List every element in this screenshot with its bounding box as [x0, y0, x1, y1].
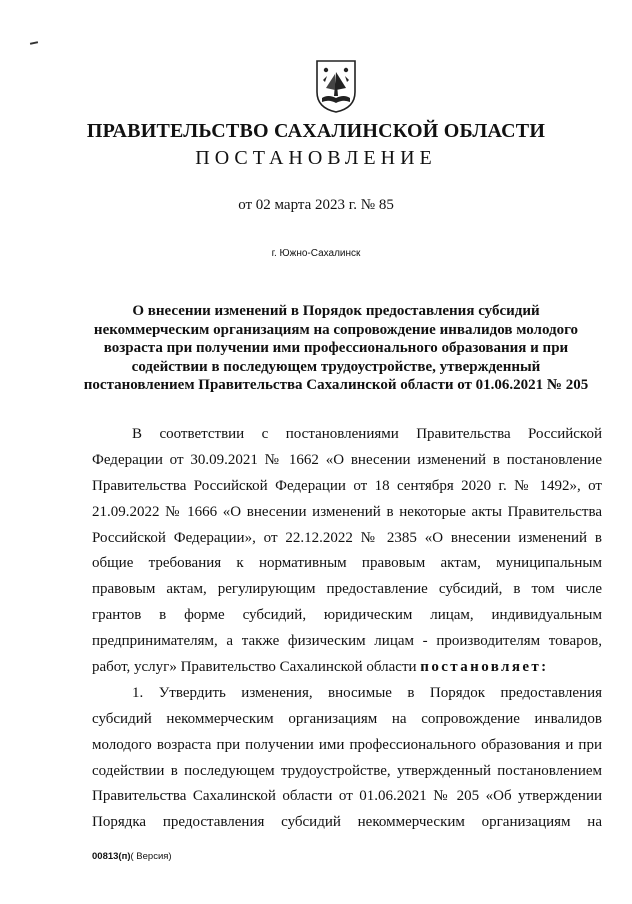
subject-line: О внесении изменений в Порядок предоставления субсидий	[132, 303, 540, 319]
footer-version: ( Версия)	[130, 851, 172, 862]
document-body	[92, 422, 602, 836]
resolves-word: постановляет:	[420, 659, 549, 676]
body-line: общие требования к нормативным правовым актам, муниципальным	[92, 555, 602, 572]
body-line: Федерации от 30.09.2021 № 1662 «О внесении изменений в постановление	[92, 451, 602, 468]
body-line: предпринимателям, а также физическим лицам - производителям товаров,	[92, 633, 602, 650]
body-line-last	[92, 655, 602, 681]
body-line: Правительства Российской Федерации от 18 сентября 2020 г. № 1492», от	[92, 477, 602, 494]
document-subject	[80, 302, 592, 395]
body-line: Российской Федерации», от 22.12.2022 № 2385 «О внесении изменений в	[92, 529, 602, 546]
document-date-number: от 02 марта 2023 г. № 85	[238, 197, 394, 213]
body-line: В соответствии с постановлениями Правительства Российской	[132, 426, 602, 442]
body-line: Порядка предоставления субсидий некоммерческим организациям на	[92, 814, 602, 831]
footer-code-number: 00813(п)	[92, 851, 131, 862]
body-line: 1. Утвердить изменения, вносимые в Порядок предоставления	[132, 684, 602, 701]
body-line: субсидий некоммерческим организациям на сопровождение инвалидов	[92, 710, 602, 727]
document-city: г. Южно-Сахалинск	[271, 248, 361, 259]
body-line: 21.09.2022 № 1666 «О внесении изменений в некоторые акты Правительства	[92, 503, 602, 520]
scan-mark	[30, 41, 38, 45]
document-type: ПОСТАНОВЛЕНИЕ	[195, 147, 437, 169]
body-line: молодого возраста при получении ими профессионального образования и при	[92, 736, 602, 753]
body-line: Правительства Сахалинской области от 01.06.2021 № 205 «Об утверждении	[92, 788, 602, 805]
subject-line: постановлением Правительства Сахалинской области от 01.06.2021 № 205	[83, 377, 589, 394]
footer-code	[92, 851, 172, 862]
subject-line: некоммерческим организациям на сопровождение инвалидов молодого	[93, 321, 579, 338]
body-line: грантов в форме субсидий, юридическим лицам, индивидуальным	[92, 607, 602, 624]
body-line-text: работ, услуг» Правительство Сахалинской области	[92, 659, 417, 676]
subject-line: содействии в последующем трудоустройстве, утвержденный	[131, 358, 541, 375]
body-line: содействии в последующем трудоустройстве, утвержденный постановлением	[92, 762, 602, 779]
body-line: правовым актам, регулирующим предоставление субсидий, в том числе	[92, 581, 602, 598]
government-title: ПРАВИТЕЛЬСТВО САХАЛИНСКОЙ ОБЛАСТИ	[86, 120, 546, 142]
subject-line: возраста при получении ими профессионального образования и при	[103, 340, 569, 357]
coat-of-arms-emblem	[314, 58, 358, 114]
